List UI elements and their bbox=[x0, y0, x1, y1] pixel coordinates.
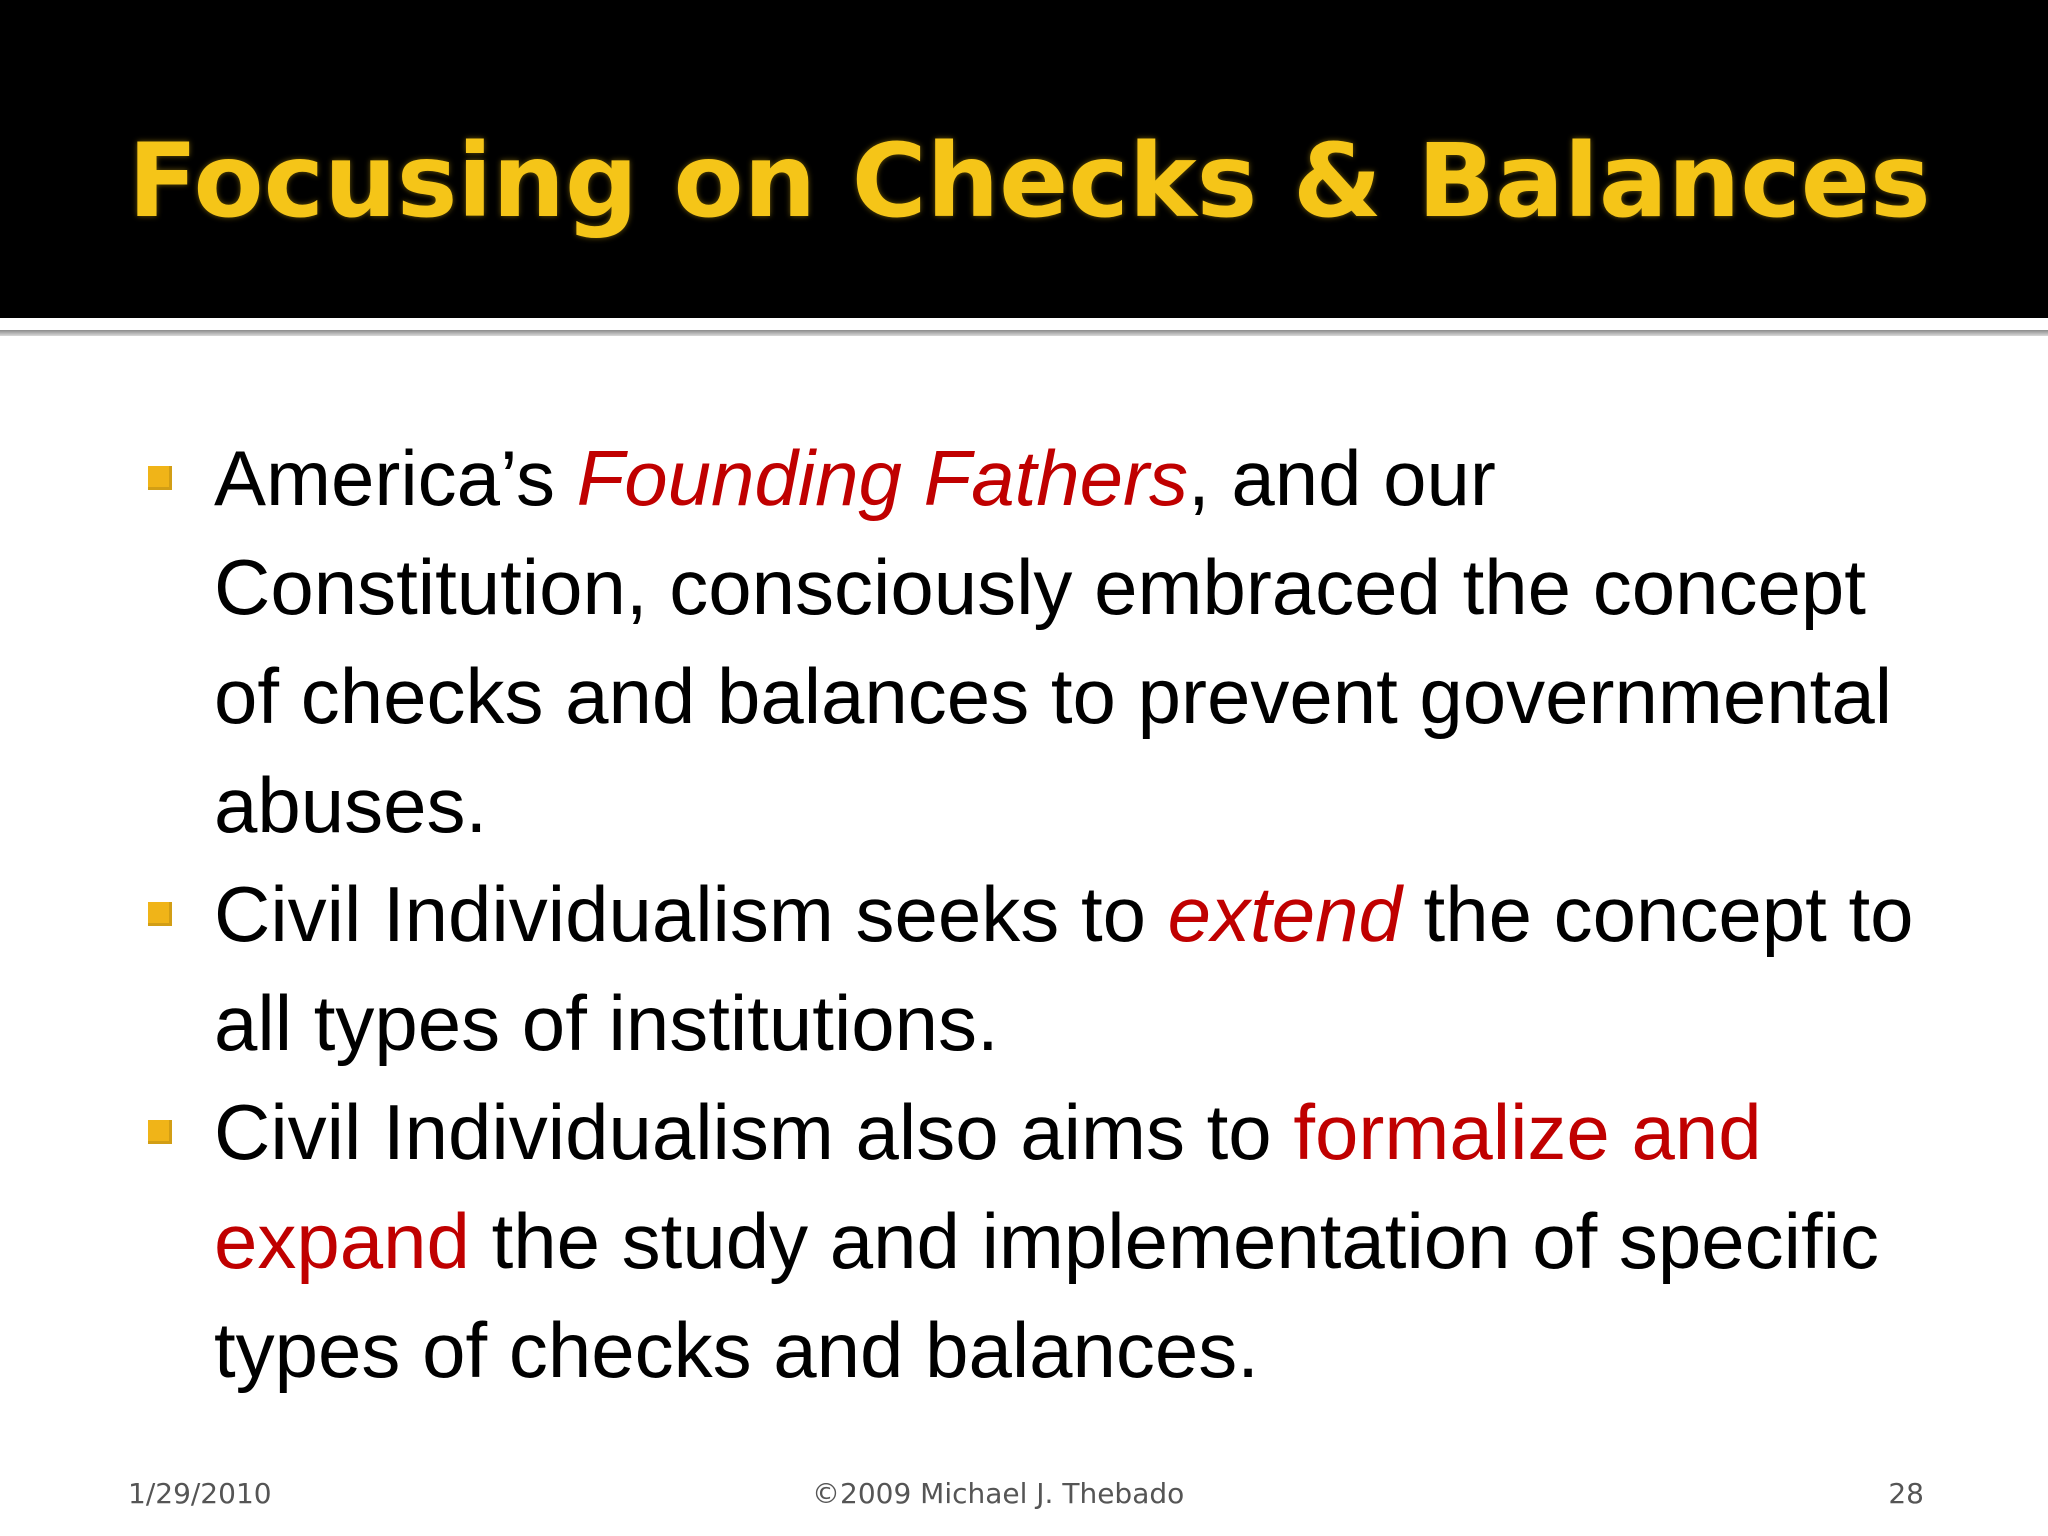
bullet-item bbox=[140, 424, 1940, 860]
title-divider bbox=[0, 330, 2048, 336]
bullet-list bbox=[140, 424, 1940, 1405]
emphasis-text: extend bbox=[1167, 870, 1402, 958]
square-bullet-icon bbox=[148, 902, 172, 926]
bullet-text: Civil Individualism seeks to bbox=[214, 870, 1168, 958]
footer-copyright: ©2009 Michael J. Thebado bbox=[812, 1477, 1185, 1510]
footer-date: 1/29/2010 bbox=[128, 1477, 272, 1510]
bullet-text: America’s bbox=[214, 434, 577, 522]
bullet-item bbox=[140, 860, 1940, 1078]
bullet-text: the concept to all types of institutions. bbox=[214, 870, 1914, 1067]
page-number: 28 bbox=[1888, 1477, 1924, 1510]
square-bullet-icon bbox=[148, 466, 172, 490]
bullet-item bbox=[140, 1078, 1940, 1405]
slide-title: Focusing on Checks & Balances bbox=[128, 122, 1931, 241]
square-bullet-icon bbox=[148, 1120, 172, 1144]
emphasis-text: formalize and expand bbox=[214, 1088, 1762, 1285]
emphasis-text: Founding Fathers bbox=[576, 434, 1189, 522]
bullet-text: the study and implementation of specific types of checks and balances. bbox=[214, 1197, 1880, 1394]
bullet-text: Civil Individualism also aims to bbox=[214, 1088, 1294, 1176]
title-bar bbox=[0, 0, 2048, 318]
bullet-text: , and our Constitution, consciously embraced the concept of checks and balances to prevent governmental abuses. bbox=[214, 434, 1893, 849]
